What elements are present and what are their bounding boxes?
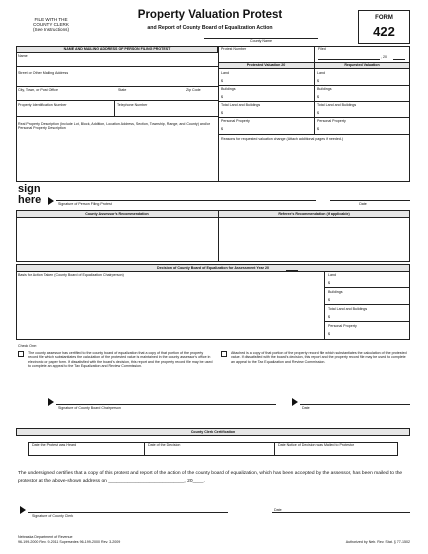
chair-sign-arrow-icon [48,398,54,406]
total-label: Total Land and Buildings [317,103,357,107]
row-line [16,66,218,67]
legal-desc-field[interactable] [16,132,218,182]
protest-signature-field[interactable] [56,192,316,200]
name-field[interactable] [16,58,218,66]
row-line [16,116,218,117]
footer-dept: Nebraska Department of Revenue [18,535,73,539]
year-line [286,270,298,271]
row-line [324,321,410,322]
value-col-divider [314,46,315,117]
dollar-sign: $ [317,95,319,99]
street-field[interactable] [16,75,218,86]
protested-personal-field[interactable] [225,125,313,132]
pid-label: Property Identification Number [18,103,67,107]
protest-number-field[interactable] [219,52,314,62]
clerk-cert-text: The undersigned certifies that a copy of this protest and report of the action of the county board of equalization, which has been accepted by the assessor, has been mailed to the protestor at the above-shown address on ____________________________, 20____. [18,471,403,484]
protested-total-field[interactable] [225,109,313,116]
footer-authority: Authorized by Neb. Rev. Stat. § 77-1502 [345,540,410,544]
dollar-sign: $ [317,79,319,83]
protested-valuation-heading: Protested Valuation 20 [246,63,286,67]
street-label: Street or Other Mailing Address [18,71,69,75]
clerk-date-field[interactable] [272,504,410,511]
col-heard-label: Date the Protest was Heard [32,443,77,447]
date-line [300,404,410,405]
col-decision-label: Date of the Decision [148,443,181,447]
col-mailed-label: Date Notice of Decision was Mailed to Protestor [278,443,355,447]
protest-date-field[interactable] [330,192,410,200]
county-name-label: County Name [250,39,272,43]
legal-desc-label: Real Property Description (Include Lot, Block, Addition, Location Address, Section, Township, Range, and County) and/or Personal Property Description [18,122,211,131]
row-line [16,100,218,101]
chair-date-arrow-icon [292,398,298,406]
chair-signature-label: Signature of County Board Chairperson [58,406,121,410]
decision-heading: Decision of County Board of Equalization for Assessment Year 20 [156,266,270,270]
protest-number-label: Protest Number [221,47,247,51]
form-label: FORM [375,15,393,21]
total-label: Total Land and Buildings [328,307,368,311]
signature-line [56,404,276,405]
filed-date-field[interactable] [318,53,380,59]
zip-label: Zip Code [186,88,201,92]
basis-label: Basis for Action Taken (County Board of Equalization Chairperson) [18,273,124,277]
dollar-sign: $ [328,281,330,285]
row-line [218,101,410,102]
dollar-sign: $ [328,298,330,302]
clerk-signature-field[interactable] [28,504,228,511]
option2-text: Attached is a copy of that portion of the property record file which substantiates the calculation of the protested value. If dissatisfied with the board's decision, this report and the property record file may be used to complete an appeal to the Tax Equalization and Review Commission. [231,351,407,364]
assessor-recommendation-field[interactable] [17,219,217,261]
land-label: Land [328,273,336,277]
chair-date-label: Date [302,406,310,410]
dollar-sign: $ [221,111,223,115]
name-address-heading: NAME AND MAILING ADDRESS OF PERSON FILING PROTEST [63,47,171,51]
requested-total-field[interactable] [321,109,409,116]
reasons-field[interactable] [219,142,409,182]
form-number: 422 [373,24,395,39]
dollar-sign: $ [328,332,330,336]
assessor-heading: County Assessor's Recommendation [85,212,149,216]
buildings-label: Buildings [328,290,343,294]
signature-line [28,512,228,513]
date-decision-field[interactable] [145,448,273,455]
file-with-line2: COUNTY CLERK [33,22,69,27]
personal-label: Personal Property [221,119,250,123]
requested-personal-field[interactable] [321,125,409,132]
form-title: Property Valuation Protest [137,9,283,21]
signature-line [56,200,316,201]
row-line [16,86,218,87]
personal-label: Personal Property [317,119,346,123]
personal-label: Personal Property [328,324,357,328]
protested-land-field[interactable] [225,77,313,84]
file-with-line1: FILE WITH THE [34,17,68,22]
land-label: Land [221,71,229,75]
dollar-sign: $ [317,111,319,115]
here-word: here [18,194,42,206]
filed-year-line [393,59,405,60]
protested-buildings-field[interactable] [225,93,313,100]
chair-signature-field[interactable] [56,396,276,403]
dollar-sign: $ [328,315,330,319]
decision-buildings-field[interactable] [332,296,409,303]
option1-text: The county assessor has certified to the county board of equalization that a copy of that portion of the property record file which substantiates the calculation of the protested value is maintained in the county assessor's office in electronic or paper form. If dissatisfied with the board's decision, this report and the property record file may be used to complete an appeal to the Tax Equalization and Review Commission. [28,351,213,369]
sign-arrow-icon [48,197,54,205]
land-label: Land [317,71,325,75]
form-subtitle: and Report of County Board of Equalization Action [147,25,273,31]
requested-land-field[interactable] [321,77,409,84]
decision-total-field[interactable] [332,313,409,320]
value-col-divider [314,117,315,134]
filed-label: Filed [318,47,326,51]
chair-date-field[interactable] [300,396,410,403]
name-label: Name [18,54,28,58]
decision-land-field[interactable] [332,279,409,286]
dollar-sign: $ [221,95,223,99]
protest-date-label: Date [359,202,367,206]
row-line [324,304,410,305]
date-line [330,200,410,201]
total-label: Total Land and Buildings [221,103,261,107]
file-with-line3: (See Instructions) [33,27,69,32]
option1-checkbox[interactable] [18,351,24,357]
row-line [218,85,410,86]
requested-valuation-heading: Requested Valuation [344,63,380,67]
clerk-sign-arrow-icon [20,506,26,514]
check-one-label: Check One: [18,344,37,348]
phone-field[interactable] [115,107,218,116]
basis-field[interactable] [17,278,323,339]
row-line [324,287,410,288]
city-label: City, Town, or Post Office [18,88,58,92]
county-name-field[interactable] [204,32,318,38]
reasons-label: Reasons for requested valuation change (Attach additional pages if needed.) [221,137,344,141]
row-line [218,134,410,135]
dollar-sign: $ [317,127,319,131]
state-label: State [118,88,127,92]
decision-personal-field[interactable] [332,330,409,337]
buildings-label: Buildings [221,87,236,91]
filed-line [318,59,380,60]
clerk-heading: County Clerk Certification [190,430,236,434]
referee-recommendation-field[interactable] [219,219,409,261]
pid-field[interactable] [16,107,114,116]
footer-form-rev: 96-199-2000 Rev. 9-2011 Supersedes 96-199-2000 Rev. 3-2009 [18,540,121,544]
phone-label: Telephone Number [117,103,148,107]
clerk-date-label: Date [274,508,282,512]
buildings-label: Buildings [317,87,332,91]
dollar-sign: $ [221,79,223,83]
option2-checkbox[interactable] [221,351,227,357]
clerk-signature-label: Signature of County Clerk [32,514,74,518]
dollar-sign: $ [221,127,223,131]
decision-divider [324,272,325,340]
filed-year: , 20 [381,55,387,59]
referee-heading: Referee's Recommendation (if applicable) [278,212,350,216]
requested-buildings-field[interactable] [321,93,409,100]
date-line [272,512,410,513]
sign-word: sign [18,183,41,195]
protest-signature-label: Signature of Person Filing Protest [58,202,112,206]
date-heard-field[interactable] [29,448,143,455]
date-mailed-field[interactable] [275,448,397,455]
city-state-zip-field[interactable] [16,92,218,100]
